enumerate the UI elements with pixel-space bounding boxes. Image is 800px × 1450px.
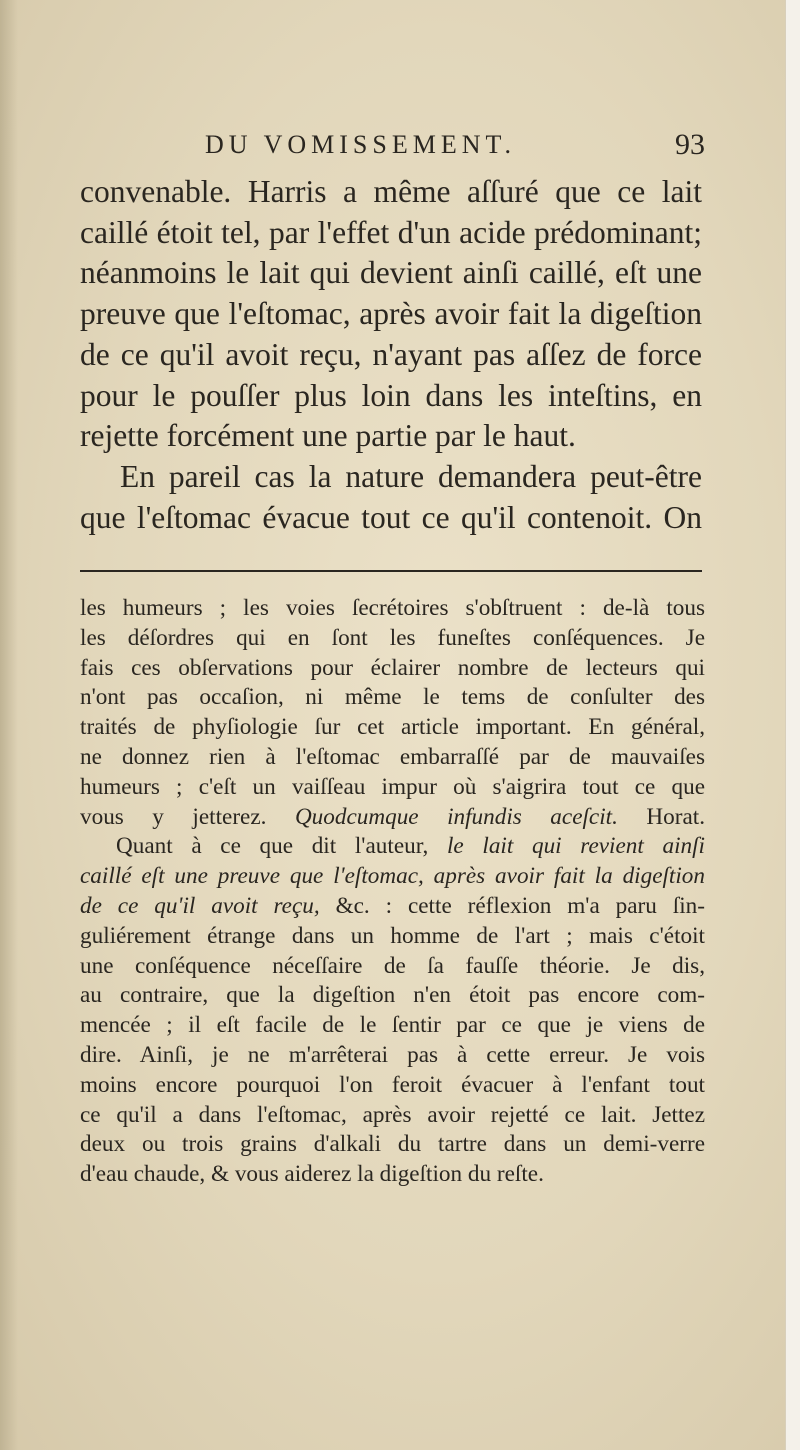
footnote-line: dire. Ainſi, je ne m'arrêterai pas à cette erreur. Je vois xyxy=(80,1041,705,1068)
footnote-line: au contraire, que la digeſtion n'en étoit pas encore com- xyxy=(80,982,705,1009)
citation: Horat. xyxy=(646,803,706,830)
footnote-text: Quant à ce que dit l'auteur, xyxy=(116,833,429,860)
quoted-phrase: le lait qui revient ainſi xyxy=(446,833,705,860)
footnote-line: les humeurs ; les voies ſecrétoires s'obſtruent : de-là tous xyxy=(80,595,705,621)
main-text-line: convenable. Harris a même aſſuré que ce lait xyxy=(80,174,702,209)
main-text-line: pour le pouſſer plus loin dans les inteſtins, en xyxy=(80,377,702,413)
footnote-line: traités de phyſiologie ſur cet article important. En général, xyxy=(80,714,705,741)
footnote-line: humeurs ; c'eſt un vaiſſeau impur où s'aigrira tout ce que xyxy=(80,773,705,800)
footnote-line: fais ces obſervations pour éclairer nombre de lecteurs qui xyxy=(80,654,705,681)
page-edge xyxy=(785,0,800,1450)
running-head: DU VOMISSEMENT. xyxy=(205,130,516,159)
footnote-line xyxy=(80,832,705,862)
main-text-line: rejette forcément une partie par le haut. xyxy=(80,418,576,454)
page-header xyxy=(205,130,705,166)
latin-quotation: Quodcumque infundis aceſcit. xyxy=(294,803,618,830)
footnote-line: moins encore pourquoi l'on feroit évacuer à l'enfant tout xyxy=(80,1071,705,1098)
footnote-block xyxy=(80,594,705,1190)
main-text-line: néanmoins le lait qui devient ainſi caillé, eſt une xyxy=(80,255,702,291)
main-text-line: preuve que l'eſtomac, après avoir fait la digeſtion xyxy=(80,296,702,332)
footnote-line: les déſordres qui en ſont les funeſtes conſéquences. Je xyxy=(80,624,705,651)
footnote-line xyxy=(80,803,705,833)
footnote-line xyxy=(80,892,705,922)
main-text-line: de ce qu'il avoit reçu, n'ayant pas aſſez de force xyxy=(80,336,702,372)
main-text-line: que l'eſtomac évacue tout ce qu'il contenoit. On xyxy=(80,499,702,535)
main-text-line: En pareil cas la nature demandera peut-être xyxy=(120,458,702,494)
footnote-line: d'eau chaude, & vous aiderez la digeſtion du reſte. xyxy=(80,1161,544,1188)
footnote-line: deux ou trois grains d'alkali du tartre dans un demi-verre xyxy=(80,1131,705,1158)
footnote-text: &c. : cette réflexion m'a paru ſin- xyxy=(335,892,705,919)
page-gutter-shadow xyxy=(0,0,18,1450)
footnote-text: vous y jetterez. xyxy=(80,803,267,830)
main-text-line: caillé étoit tel, par l'effet d'un acide prédominant; xyxy=(80,214,702,250)
footnote-line: ne donnez rien à l'eſtomac embarraſſé par de mauvaiſes xyxy=(80,743,705,770)
footnote-line: mencée ; il eſt facile de le ſentir par ce que je viens de xyxy=(80,1012,705,1039)
footnote-line: ce qu'il a dans l'eſtomac, après avoir rejetté ce lait. Jettez xyxy=(80,1101,705,1128)
quoted-phrase: caillé eſt une preuve que l'eſtomac, après avoir fait la digeſtion xyxy=(80,863,705,890)
main-text-block xyxy=(80,172,702,538)
quoted-phrase: de ce qu'il avoit reçu, xyxy=(80,892,320,919)
footnote-line: une conſéquence néceſſaire de ſa fauſſe théorie. Je dis, xyxy=(80,952,705,979)
footnote-line xyxy=(80,862,705,892)
footnote-line: n'ont pas occaſion, ni même le tems de conſulter des xyxy=(80,684,705,711)
footnote-divider xyxy=(80,570,702,572)
footnote-line: guliérement étrange dans un homme de l'art ; mais c'étoit xyxy=(80,922,705,949)
page-number: 93 xyxy=(675,128,705,161)
